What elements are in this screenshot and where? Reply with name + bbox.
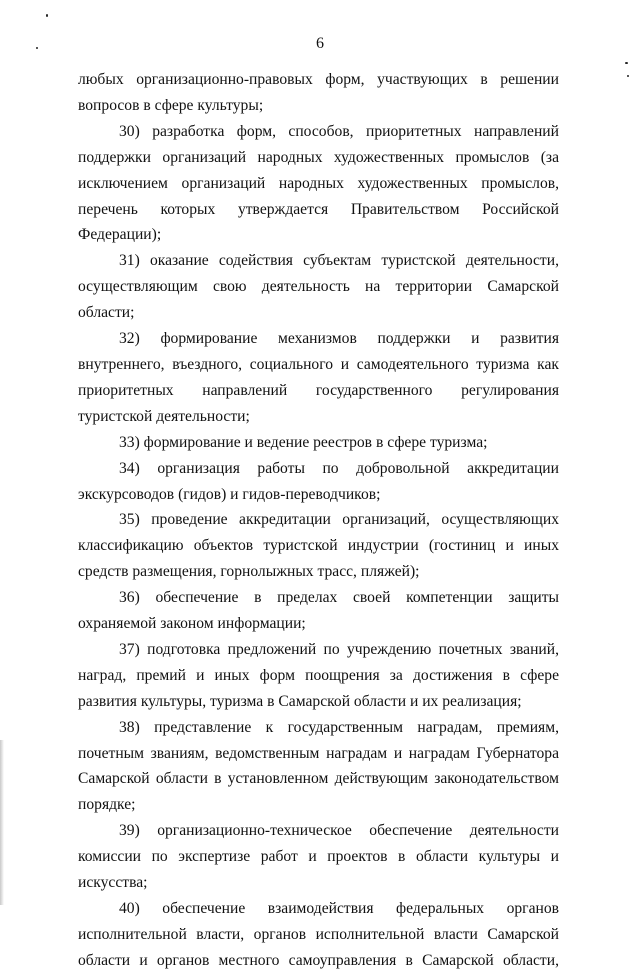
list-item-31: 31) оказание содействия субъектам туристской деятельности, осуществляющим свою деятельность на территории Самарской области;: [78, 252, 559, 322]
list-item-40: 40) обеспечение взаимодействия федеральных органов исполнительной власти, органов исполнительной власти Самарской области и органов местного самоуправления в Самарской области,: [78, 900, 559, 969]
list-item-38: 38) представление к государственным наградам, премиям, почетным званиям, ведомственным наградам и наградам Губернатора Самарской области в установленном действующим законодательством порядке;: [78, 718, 559, 814]
scan-edge-shadow: [0, 740, 4, 905]
list-item-36: 36) обеспечение в пределах своей компетенции защиты охраняемой законом информации;: [78, 589, 559, 633]
scan-speck: [625, 62, 628, 64]
list-item-37: 37) подготовка предложений по учреждению почетных званий, наград, премий и иных форм поощрения за достижения в сфере развития культуры, туризма в Самарской области и их реализация;: [78, 640, 559, 710]
scan-speck: [627, 75, 629, 77]
list-item-30: 30) разработка форм, способов, приоритетных направлений поддержки организаций народных художественных промыслов (за исключением организаций народных художественных промыслов, перечень которых утверждается Правительством Российской Федерации);: [78, 122, 559, 244]
page-number: 6: [316, 35, 324, 52]
scan-speck: [46, 14, 48, 17]
document-body: [78, 67, 559, 974]
list-item-32: 32) формирование механизмов поддержки и развития внутреннего, въездного, социального и самодеятельного туризма как приоритетных направлений государственного регулирования туристской деятельности;: [78, 330, 559, 425]
list-item-35: 35) проведение аккредитации организаций, осуществляющих классификацию объектов туристской индустрии (гостиниц и иных средств размещения, горнолыжных трасс, пляжей);: [78, 511, 559, 581]
list-item-39: 39) организационно-техническое обеспечение деятельности комиссии по экспертизе работ и проектов в области культуры и искусства;: [78, 822, 559, 892]
list-item-34: 34) организация работы по добровольной аккредитации экскурсоводов (гидов) и гидов-переводчиков;: [78, 459, 559, 503]
paragraph-continuation: любых организационно-правовых форм, участвующих в решении вопросов в сфере культуры;: [78, 71, 559, 114]
list-item-33: 33) формирование и ведение реестров в сфере туризма;: [119, 433, 488, 451]
